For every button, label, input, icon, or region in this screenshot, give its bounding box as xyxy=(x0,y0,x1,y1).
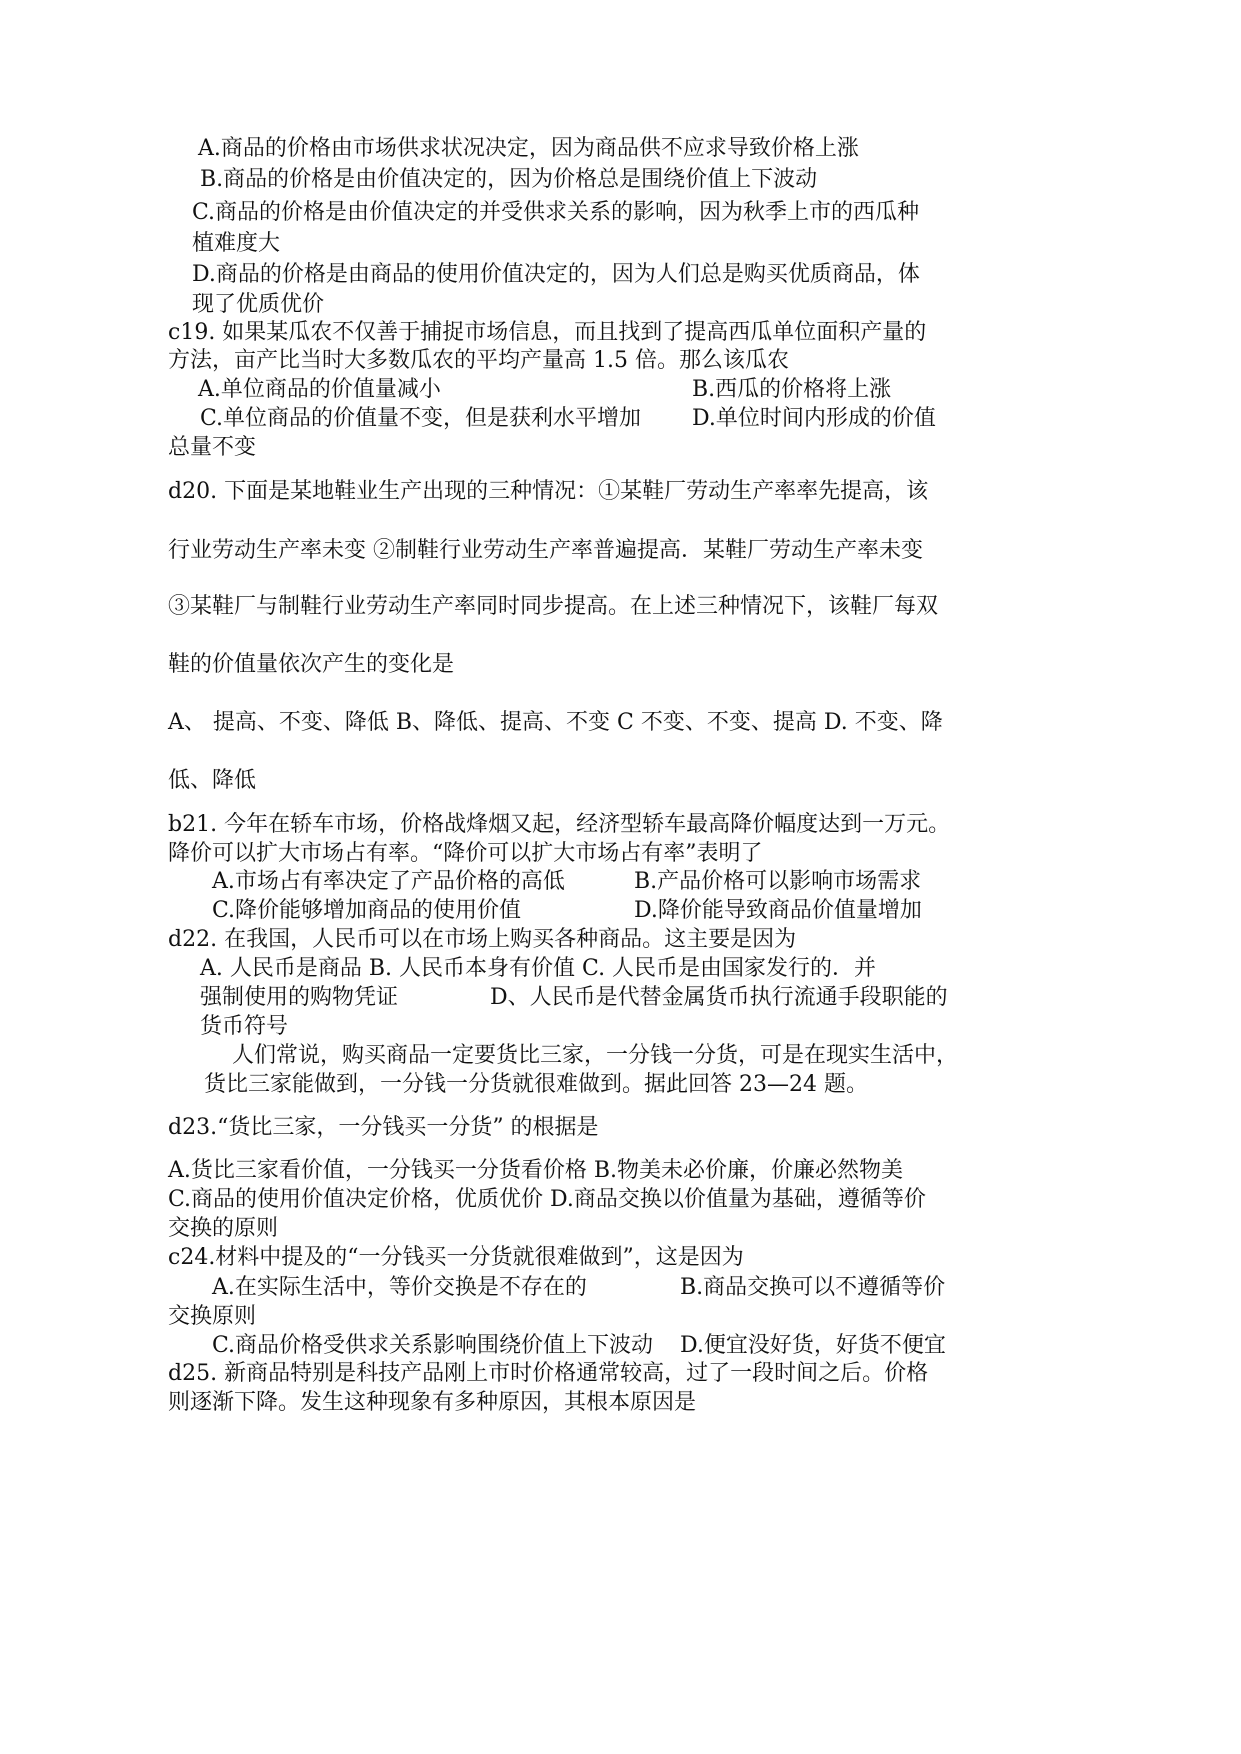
text-line: A. 人民币是商品 B. 人民币本身有价值 C. 人民币是由国家发行的．并 xyxy=(200,956,877,981)
text-line: b21. 今年在轿车市场，价格战烽烟又起，经济型轿车最高降价幅度达到一万元。 xyxy=(168,812,951,837)
text-line: d20. 下面是某地鞋业生产出现的三种情况：①某鞋厂劳动生产率率先提高，该 xyxy=(168,479,929,504)
text-line: 则逐渐下降。发生这种现象有多种原因，其根本原因是 xyxy=(168,1390,697,1415)
text-line: C.商品的价格是由价值决定的并受供求关系的影响，因为秋季上市的西瓜种 xyxy=(192,200,920,225)
text-line: 鞋的价值量依次产生的变化是 xyxy=(168,652,455,677)
text-line: C.商品价格受供求关系影响围绕价值上下波动 xyxy=(212,1333,654,1358)
text-line: D、人民币是代替金属货币执行流通手段职能的 xyxy=(490,985,948,1010)
text-line: ③某鞋厂与制鞋行业劳动生产率同时同步提高。在上述三种情况下，该鞋厂每双 xyxy=(168,594,939,619)
text-line: d22. 在我国，人民币可以在市场上购买各种商品。这主要是因为 xyxy=(168,927,797,952)
text-line: D.降价能导致商品价值量增加 xyxy=(634,898,922,923)
text-line: C.降价能够增加商品的使用价值 xyxy=(212,898,522,923)
text-line: 行业劳动生产率未变 ②制鞋行业劳动生产率普遍提高．某鞋厂劳动生产率未变 xyxy=(168,538,923,563)
text-line: 货比三家能做到，一分钱一分货就很难做到。据此回答 23—24 题。 xyxy=(204,1072,868,1097)
text-line: D.单位时间内形成的价值 xyxy=(692,406,936,431)
text-line: D.便宜没好货，好货不便宜 xyxy=(680,1333,946,1358)
text-line: D.商品的价格是由商品的使用价值决定的，因为人们总是购买优质商品，体 xyxy=(192,262,920,287)
text-line: 现了优质优价 xyxy=(192,292,325,317)
text-line: A.商品的价格由市场供求状况决定，因为商品供不应求导致价格上涨 xyxy=(198,136,859,161)
text-line: c24.材料中提及的“一分钱买一分货就很难做到”，这是因为 xyxy=(168,1245,744,1270)
text-line: A、 提高、不变、降低 B、降低、提高、不变 C 不变、不变、提高 D. 不变、降 xyxy=(168,710,943,735)
text-line: 植难度大 xyxy=(192,231,281,256)
text-line: B.西瓜的价格将上涨 xyxy=(692,377,892,402)
text-line: 降价可以扩大市场占有率。“降价可以扩大市场占有率”表明了 xyxy=(168,841,763,866)
text-line: 交换原则 xyxy=(168,1304,257,1329)
text-line: 方法，亩产比当时大多数瓜农的平均产量高 1.5 倍。那么该瓜农 xyxy=(168,348,789,373)
text-line: c19. 如果某瓜农不仅善于捕捉市场信息，而且找到了提高西瓜单位面积产量的 xyxy=(168,320,927,345)
text-line: B.商品的价格是由价值决定的，因为价格总是围绕价值上下波动 xyxy=(200,167,818,192)
text-line: B.产品价格可以影响市场需求 xyxy=(634,869,922,894)
text-line: A.市场占有率决定了产品价格的高低 xyxy=(212,869,565,894)
text-line: 货币符号 xyxy=(200,1014,289,1039)
text-line: B.商品交换可以不遵循等价 xyxy=(680,1275,946,1300)
text-line: 强制使用的购物凭证 xyxy=(200,985,399,1010)
text-line: d25. 新商品特别是科技产品刚上市时价格通常较高，过了一段时间之后。价格 xyxy=(168,1361,929,1386)
text-line: A.货比三家看价值，一分钱买一分货看价格 B.物美未必价廉，价廉必然物美 xyxy=(168,1158,904,1183)
text-line: 交换的原则 xyxy=(168,1216,279,1241)
text-line: A.单位商品的价值量减小 xyxy=(198,377,441,402)
text-line: 总量不变 xyxy=(168,435,257,460)
text-line: C.单位商品的价值量不变，但是获利水平增加 xyxy=(200,406,642,431)
text-line: 人们常说，购买商品一定要货比三家，一分钱一分货，可是在现实生活中， xyxy=(232,1043,959,1068)
text-line: C.商品的使用价值决定价格，优质优价 D.商品交换以价值量为基础，遵循等价 xyxy=(168,1187,926,1212)
text-line: 低、降低 xyxy=(168,768,257,793)
text-line: A.在实际生活中，等价交换是不存在的 xyxy=(212,1275,587,1300)
text-line: d23.“货比三家，一分钱买一分货” 的根据是 xyxy=(168,1115,599,1140)
